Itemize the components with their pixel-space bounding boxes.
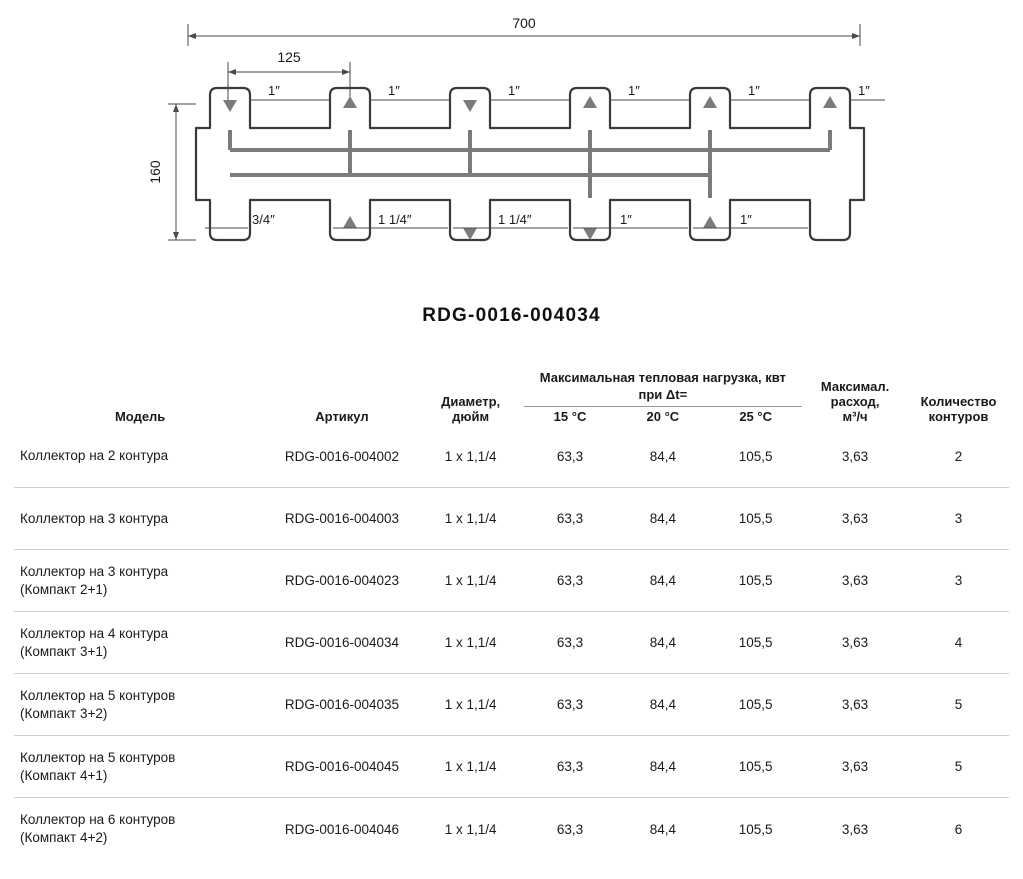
top-port-label-4: 1″ xyxy=(628,83,640,98)
cell-diameter: 1 x 1,1/4 xyxy=(418,426,524,488)
model-line2: (Компакт 3+1) xyxy=(20,643,108,659)
cell-article: RDG-0016-004023 xyxy=(266,550,417,612)
technical-drawing xyxy=(0,0,1023,285)
top-port-label-1: 1″ xyxy=(268,83,280,98)
cell-dt-25: 105,5 xyxy=(709,612,802,674)
header-heat-load-group xyxy=(524,368,802,406)
header-model: Модель xyxy=(114,408,166,424)
cell-model xyxy=(14,426,266,488)
dim-overall-width-label: 700 xyxy=(512,15,536,31)
cell-diameter: 1 x 1,1/4 xyxy=(418,488,524,550)
cell-article: RDG-0016-004002 xyxy=(266,426,417,488)
cell-model xyxy=(14,550,266,612)
header-diameter-line1: Диаметр, xyxy=(441,393,501,409)
cell-dt-15: 63,3 xyxy=(524,550,617,612)
cell-dt-15: 63,3 xyxy=(524,612,617,674)
top-port-dimensions xyxy=(250,83,885,100)
dimension-spacing xyxy=(228,49,350,100)
cell-model xyxy=(14,612,266,674)
cell-dt-20: 84,4 xyxy=(616,736,709,798)
cell-dt-15: 63,3 xyxy=(524,736,617,798)
top-port-label-2: 1″ xyxy=(388,83,400,98)
cell-dt-15: 63,3 xyxy=(524,674,617,736)
dim-spacing-label: 125 xyxy=(277,49,301,65)
table-row xyxy=(14,798,1009,860)
cell-diameter: 1 x 1,1/4 xyxy=(418,550,524,612)
cell-diameter: 1 x 1,1/4 xyxy=(418,674,524,736)
header-max-flow-line1: Максимал. xyxy=(820,378,890,394)
cell-max-flow: 3,63 xyxy=(802,426,908,488)
bottom-port-label-3: 1 1/4″ xyxy=(498,212,532,227)
cell-circuit-count: 6 xyxy=(954,821,963,837)
cell-dt-25: 105,5 xyxy=(709,426,802,488)
table-header-row-top xyxy=(14,368,1009,406)
header-max-flow xyxy=(802,368,908,426)
cell-circuit-count: 5 xyxy=(908,674,1009,736)
cell-article: RDG-0016-004034 xyxy=(266,612,417,674)
cell-max-flow: 3,63 xyxy=(802,612,908,674)
header-max-flow-line3: м³/ч xyxy=(842,408,868,424)
cell-dt-15: 63,3 xyxy=(524,488,617,550)
header-circuit-count xyxy=(908,368,1009,426)
dim-height-label: 160 xyxy=(147,160,163,184)
cell-circuit-count: 4 xyxy=(908,612,1009,674)
table-row xyxy=(14,426,1009,488)
cell-dt-20: 84,4 xyxy=(616,488,709,550)
cell-max-flow: 3,63 xyxy=(802,736,908,798)
cell-dt-20: 84,4 xyxy=(616,550,709,612)
cell-dt-25: 105,5 xyxy=(709,488,802,550)
header-heat-load-line1: Максимальная тепловая нагрузка, квт xyxy=(539,370,786,385)
cell-model xyxy=(14,736,266,798)
bottom-port-label-4: 1″ xyxy=(620,212,632,227)
cell-dt-20: 84,4 xyxy=(616,426,709,488)
bottom-port-label-2: 1 1/4″ xyxy=(378,212,412,227)
top-port-label-6: 1″ xyxy=(858,83,870,98)
model-line1: Коллектор на 4 контура xyxy=(20,625,169,641)
table-row xyxy=(14,612,1009,674)
table-row xyxy=(14,736,1009,798)
cell-article: RDG-0016-004046 xyxy=(284,821,399,837)
cell-diameter: 1 x 1,1/4 xyxy=(418,612,524,674)
table-row xyxy=(14,674,1009,736)
model-line1: Коллектор на 5 контуров xyxy=(20,687,176,703)
model-line2: (Компакт 4+1) xyxy=(20,767,108,783)
table-row xyxy=(14,488,1009,550)
cell-max-flow: 3,63 xyxy=(802,674,908,736)
specification-table-wrapper xyxy=(14,368,1009,860)
header-diameter-line2: дюйм xyxy=(452,408,490,424)
cell-max-flow: 3,63 xyxy=(802,550,908,612)
model-line1: Коллектор на 5 контуров xyxy=(20,749,176,765)
dimension-height xyxy=(147,104,196,240)
header-heat-load-line2: при Δt= xyxy=(638,386,688,402)
flow-lines xyxy=(230,130,830,198)
model-line1: Коллектор на 3 контура xyxy=(20,510,169,526)
cell-diameter: 1 x 1,1/4 xyxy=(444,821,497,837)
specification-table xyxy=(14,368,1009,860)
cell-dt-25: 105,5 xyxy=(709,674,802,736)
cell-dt-20: 84,4 xyxy=(649,821,676,837)
cell-dt-15: 63,3 xyxy=(524,426,617,488)
bottom-port-label-5: 1″ xyxy=(740,212,752,227)
cell-circuit-count: 3 xyxy=(908,550,1009,612)
header-article: Артикул xyxy=(315,408,369,424)
top-port-label-3: 1″ xyxy=(508,83,520,98)
header-max-flow-line2: расход, xyxy=(830,393,880,409)
cell-circuit-count: 3 xyxy=(908,488,1009,550)
table-body xyxy=(14,426,1009,860)
model-line1: Коллектор на 2 контура xyxy=(20,448,169,464)
bottom-port-label-1: 3/4″ xyxy=(252,212,275,227)
cell-model xyxy=(14,674,266,736)
header-diameter xyxy=(418,368,524,426)
cell-max-flow: 3,63 xyxy=(802,488,908,550)
product-code-title: RDG-0016-004034 xyxy=(422,305,601,326)
model-line2: (Компакт 3+2) xyxy=(20,705,108,721)
cell-diameter: 1 x 1,1/4 xyxy=(418,736,524,798)
cell-dt-25: 105,5 xyxy=(738,821,773,837)
cell-article: RDG-0016-004045 xyxy=(266,736,417,798)
cell-dt-15: 63,3 xyxy=(556,821,584,837)
cell-model xyxy=(14,798,266,860)
model-line2: (Компакт 4+2) xyxy=(20,830,108,846)
header-dt-25: 25 °C xyxy=(739,408,772,424)
cell-max-flow: 3,63 xyxy=(841,821,869,837)
dimension-overall-width xyxy=(188,15,860,46)
bottom-port-dimensions xyxy=(205,212,808,228)
cell-circuit-count: 2 xyxy=(908,426,1009,488)
cell-dt-20: 84,4 xyxy=(616,612,709,674)
cell-dt-25: 105,5 xyxy=(709,736,802,798)
header-dt-15: 15 °C xyxy=(553,408,587,424)
table-row xyxy=(14,550,1009,612)
header-circuit-count-line2: контуров xyxy=(928,408,989,424)
cell-article: RDG-0016-004035 xyxy=(266,674,417,736)
header-circuit-count-line1: Количество xyxy=(920,393,997,409)
header-dt-20: 20 °C xyxy=(646,408,680,424)
cell-dt-20: 84,4 xyxy=(616,674,709,736)
model-line1: Коллектор на 3 контура xyxy=(20,563,169,579)
model-line2: (Компакт 2+1) xyxy=(20,581,108,597)
model-line1: Коллектор на 6 контуров xyxy=(20,811,176,827)
cell-model xyxy=(14,488,266,550)
cell-dt-25: 105,5 xyxy=(709,550,802,612)
cell-circuit-count: 5 xyxy=(908,736,1009,798)
top-port-label-5: 1″ xyxy=(748,83,760,98)
cell-article: RDG-0016-004003 xyxy=(266,488,417,550)
